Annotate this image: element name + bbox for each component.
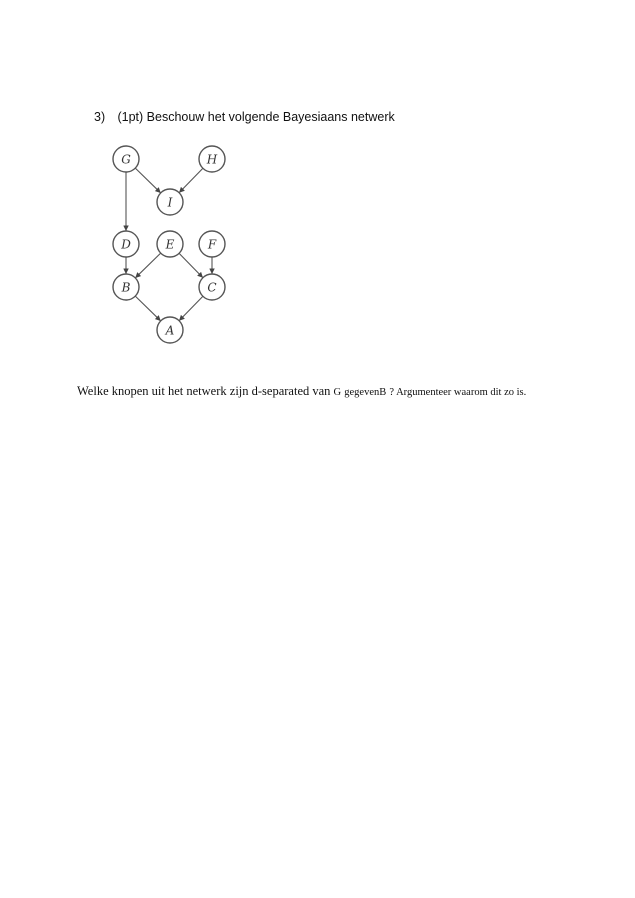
node-f (199, 231, 225, 257)
node-a-label: A (165, 323, 175, 338)
node-a (157, 317, 183, 343)
node-h-label: H (206, 152, 218, 167)
node-d (113, 231, 139, 257)
question-number: 3) (94, 110, 106, 124)
node-g-label: G (121, 152, 131, 167)
edge-h-i (179, 168, 202, 192)
prompt-variable-g: G (333, 387, 342, 398)
question-heading (94, 109, 395, 125)
node-c (199, 274, 225, 300)
node-b (113, 274, 139, 300)
edge-b-a (135, 296, 160, 320)
node-e (157, 231, 183, 257)
prompt-part-3: ? Argumenteer waarom dit zo is. (389, 387, 527, 398)
node-b-label: B (121, 280, 131, 295)
edge-e-c (179, 253, 202, 277)
question-prompt (77, 383, 526, 401)
node-d-label: D (121, 237, 131, 252)
node-g (113, 146, 139, 172)
question-text: (1pt) Beschouw het volgende Bayesiaans netwerk (117, 110, 395, 124)
edge-g-i (135, 168, 160, 192)
prompt-part-2: gegeven (344, 387, 380, 398)
node-e-label: E (165, 237, 175, 252)
edge-e-b (136, 253, 161, 277)
node-f-label: F (207, 237, 217, 252)
node-i-label: I (167, 195, 173, 210)
node-h (199, 146, 225, 172)
edge-c-a (179, 296, 202, 320)
prompt-variable-b: B (379, 387, 387, 398)
prompt-part-1: Welke knopen uit het netwerk zijn d-separated van (77, 384, 331, 398)
node-c-label: C (207, 280, 217, 295)
node-i (157, 189, 183, 215)
bayesian-network-diagram (100, 138, 235, 348)
